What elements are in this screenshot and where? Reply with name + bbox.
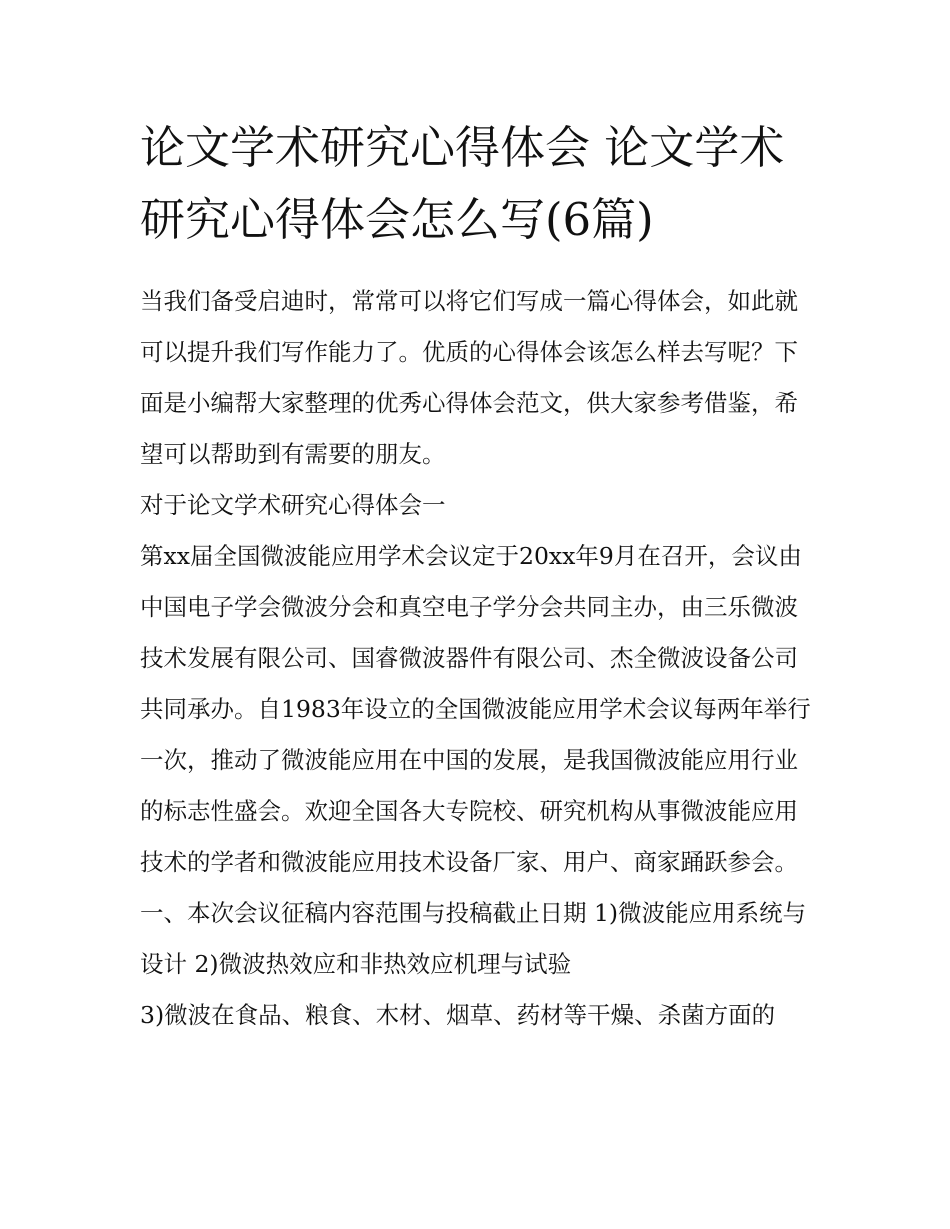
conference-paragraph: 第xx届全国微波能应用学术会议定于20xx年9月在召开，会议由中国电子学会微波分会和真空电子学分会共同主办，由三乐微波技术发展有限公司、国睿微波器件有限公司、杰全微波设备公司共同承办。自1983年设立的全国微波能应用学术会议每两年举行一次，推动了微波能应用在中国的发展，是我国微波能应用行业的标志性盛会。欢迎全国各大专院校、研究机构从事微波能应用技术的学者和微波能应用技术设备厂家、用户、商家踊跃参会。 (140, 542, 811, 876)
scope-paragraph: 一、本次会议征稿内容范围与投稿截止日期 1)微波能应用系统与设计 2)微波热效应和非热效应机理与试验 (140, 899, 807, 978)
document-body (140, 276, 812, 1041)
document-title: 论文学术研究心得体会 论文学术研究心得体会怎么写(6篇) (140, 121, 785, 246)
intro-paragraph: 当我们备受启迪时，常常可以将它们写成一篇心得体会，如此就可以提升我们写作能力了。优质的心得体会该怎么样去写呢？下面是小编帮大家整理的优秀心得体会范文，供大家参考借鉴，希望可以帮助到有需要的朋友。 (140, 287, 798, 468)
scope-item-paragraph: 3)微波在食品、粮食、木材、烟草、药材等干燥、杀菌方面的 (140, 1001, 776, 1029)
section-heading: 对于论文学术研究心得体会一 (140, 491, 446, 519)
